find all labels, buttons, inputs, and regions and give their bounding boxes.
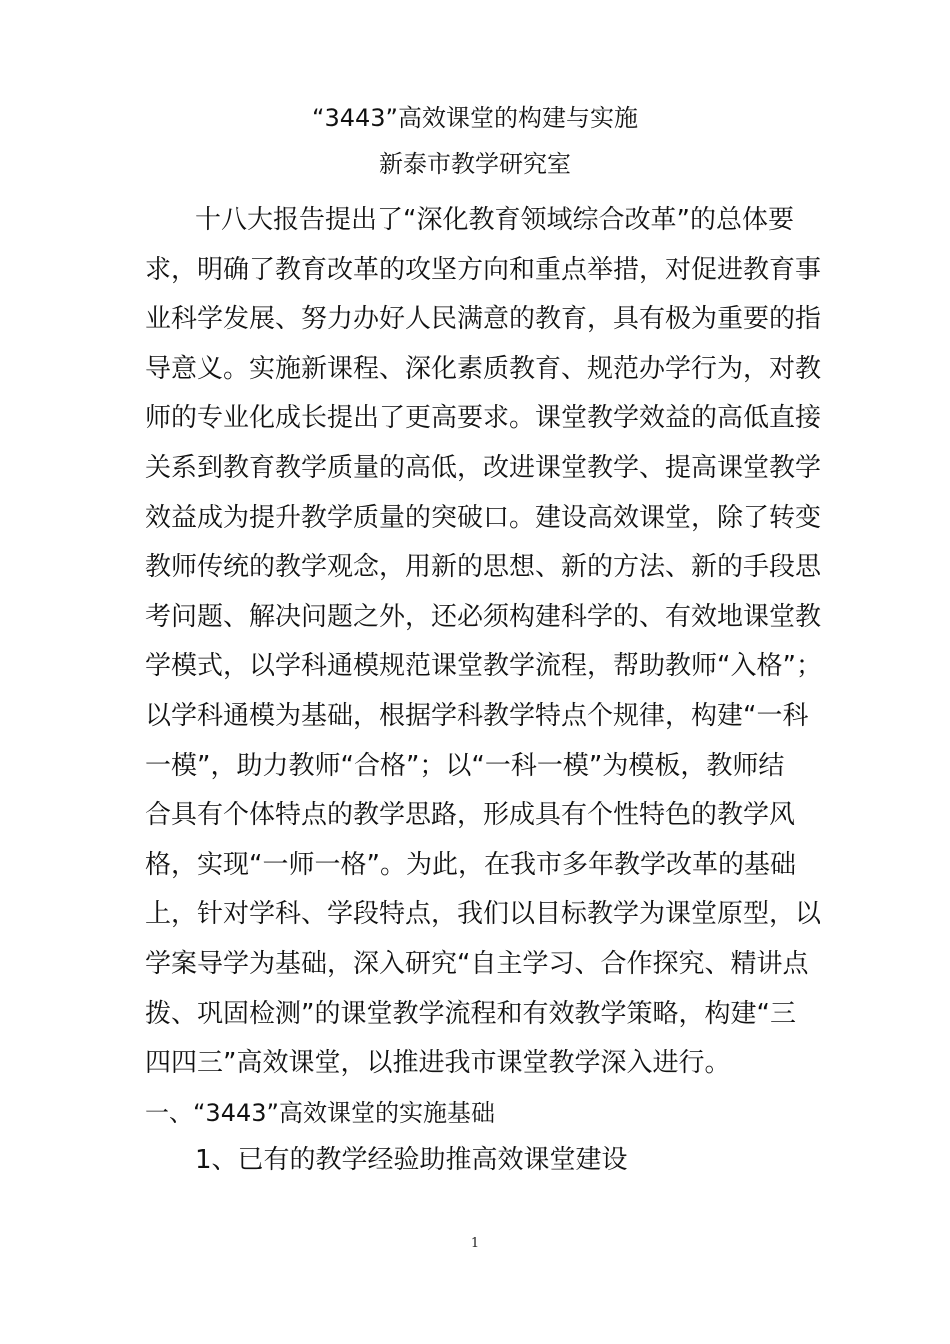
body-paragraph — [145, 196, 822, 1089]
subsection-heading: 1、已有的教学经验助推高效课堂建设 — [195, 1145, 628, 1175]
paragraph-line: 效益成为提升教学质量的突破口。建设高效课堂，除了转变 — [145, 502, 822, 533]
paragraph-line: 关系到教育教学质量的高低，改进课堂教学、提高课堂教学 — [145, 452, 822, 483]
paragraph-line: 考问题、解决问题之外，还必须构建科学的、有效地课堂教 — [145, 601, 822, 632]
paragraph-line: 合具有个体特点的教学思路，形成具有个性特色的教学风 — [145, 800, 796, 831]
document-title: “3443”高效课堂的构建与实施 — [312, 104, 638, 132]
paragraph-line: 一模”，助力教师“合格”；以“一科一模”为模板，教师结 — [145, 750, 785, 781]
section-heading: 一、“3443”高效课堂的实施基础 — [145, 1099, 495, 1127]
paragraph-line: 学案导学为基础，深入研究“自主学习、合作探究、精讲点 — [145, 948, 809, 979]
paragraph-line: 四四三”高效课堂，以推进我市课堂教学深入进行。 — [145, 1048, 731, 1079]
paragraph-line: 上，针对学科、学段特点，我们以目标教学为课堂原型，以 — [145, 899, 822, 930]
paragraph-line: 业科学发展、努力办好人民满意的教育，具有极为重要的指 — [145, 304, 822, 335]
paragraph-line: 导意义。实施新课程、深化素质教育、规范办学行为，对教 — [145, 353, 822, 384]
page-number: 1 — [470, 1236, 480, 1251]
paragraph-line: 以学科通模为基础，根据学科教学特点个规律，构建“一科 — [145, 700, 809, 731]
paragraph-line: 师的专业化成长提出了更高要求。课堂教学效益的高低直接 — [145, 403, 822, 434]
paragraph-line: 拨、巩固检测”的课堂教学流程和有效教学策略，构建“三 — [145, 998, 796, 1029]
paragraph-line: 十八大报告提出了“深化教育领域综合改革”的总体要 — [195, 205, 794, 235]
paragraph-line: 教师传统的教学观念，用新的思想、新的方法、新的手段思 — [145, 552, 822, 583]
document-author-org: 新泰市教学研究室 — [379, 150, 571, 178]
paragraph-line: 格，实现“一师一格”。为此，在我市多年教学改革的基础 — [145, 849, 796, 880]
paragraph-line: 学模式，以学科通模规范课堂教学流程，帮助教师“入格”； — [145, 651, 822, 682]
paragraph-line: 求，明确了教育改革的攻坚方向和重点举措，对促进教育事 — [145, 254, 822, 285]
